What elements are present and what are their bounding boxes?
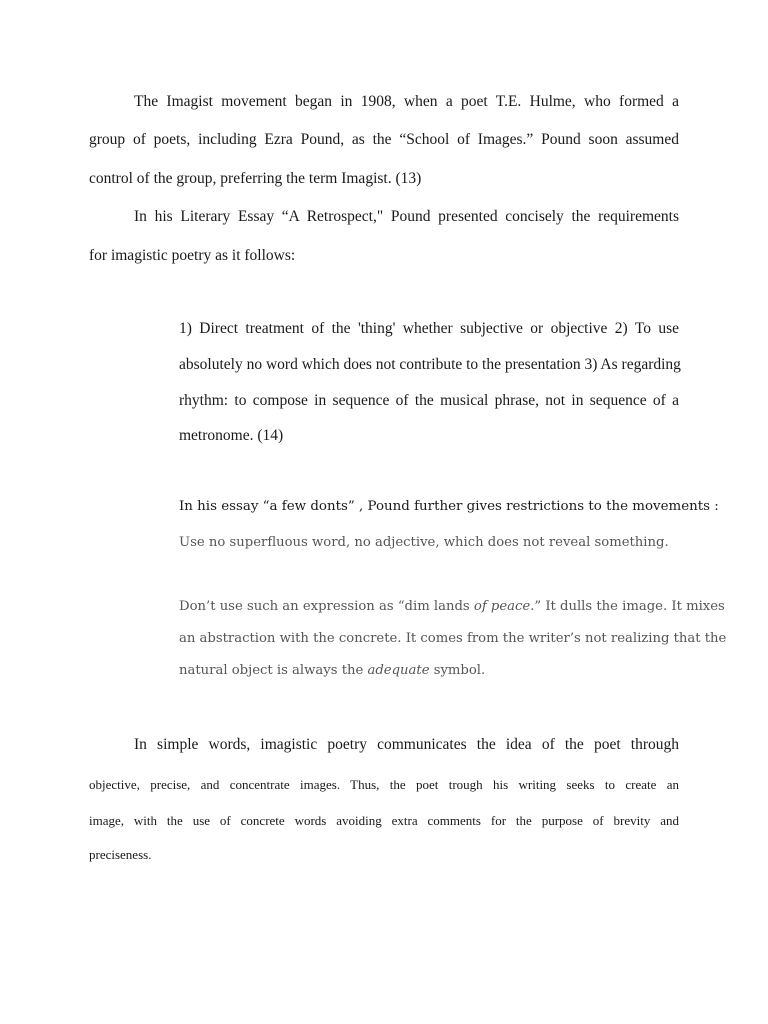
paragraph-1-line-3: control of the group, preferring the term Imagist. (13): [89, 170, 422, 187]
paragraph-3-line-4: preciseness.: [89, 847, 152, 862]
blockquote-line-2: absolutely no word which does not contribute to the presentation 3) As regarding: [179, 356, 681, 373]
blockquote-line-1: 1) Direct treatment of the 'thing' whether subjective or objective 2) To use: [179, 320, 679, 337]
paragraph-2-line-1: In his Literary Essay “A Retrospect," Pound presented concisely the requirements: [134, 208, 679, 225]
rule-2-emphasis: adequate: [367, 663, 430, 678]
rule-2-text: symbol.: [429, 663, 486, 678]
paragraph-3-line-3: image, with the use of concrete words avoiding extra comments for the purpose of brevity and: [89, 813, 679, 828]
paragraph-3-line-2: objective, precise, and concentrate images. Thus, the poet trough his writing seeks to create an: [89, 777, 679, 792]
donts-intro: In his essay “a few donts” , Pound further gives restrictions to the movements :: [179, 499, 719, 514]
rule-2-emphasis: of peace: [473, 599, 531, 614]
donts-rule-2-line-2: an abstraction with the concrete. It comes from the writer’s not realizing that the: [179, 631, 727, 646]
rule-2-text: natural object is always the: [179, 663, 368, 678]
donts-rule-2-line-1: [179, 597, 725, 617]
donts-rule-2-line-3: [179, 661, 679, 681]
blockquote-line-3: rhythm: to compose in sequence of the musical phrase, not in sequence of a: [179, 392, 679, 409]
paragraph-1-line-1: The Imagist movement began in 1908, when a poet T.E. Hulme, who formed a: [134, 93, 679, 110]
paragraph-2-line-2: for imagistic poetry as it follows:: [89, 247, 296, 264]
rule-2-text: Don’t use such an expression as “dim lands: [179, 599, 474, 614]
donts-rule-1: Use no superfluous word, no adjective, which does not reveal something.: [179, 535, 669, 550]
rule-2-text: .” It dulls the image. It mixes: [530, 599, 725, 614]
blockquote-line-4: metronome. (14): [179, 427, 284, 444]
paragraph-3-line-1: In simple words, imagistic poetry communicates the idea of the poet through: [134, 736, 679, 753]
paragraph-1-line-2: group of poets, including Ezra Pound, as the “School of Images.” Pound soon assumed: [89, 131, 679, 148]
